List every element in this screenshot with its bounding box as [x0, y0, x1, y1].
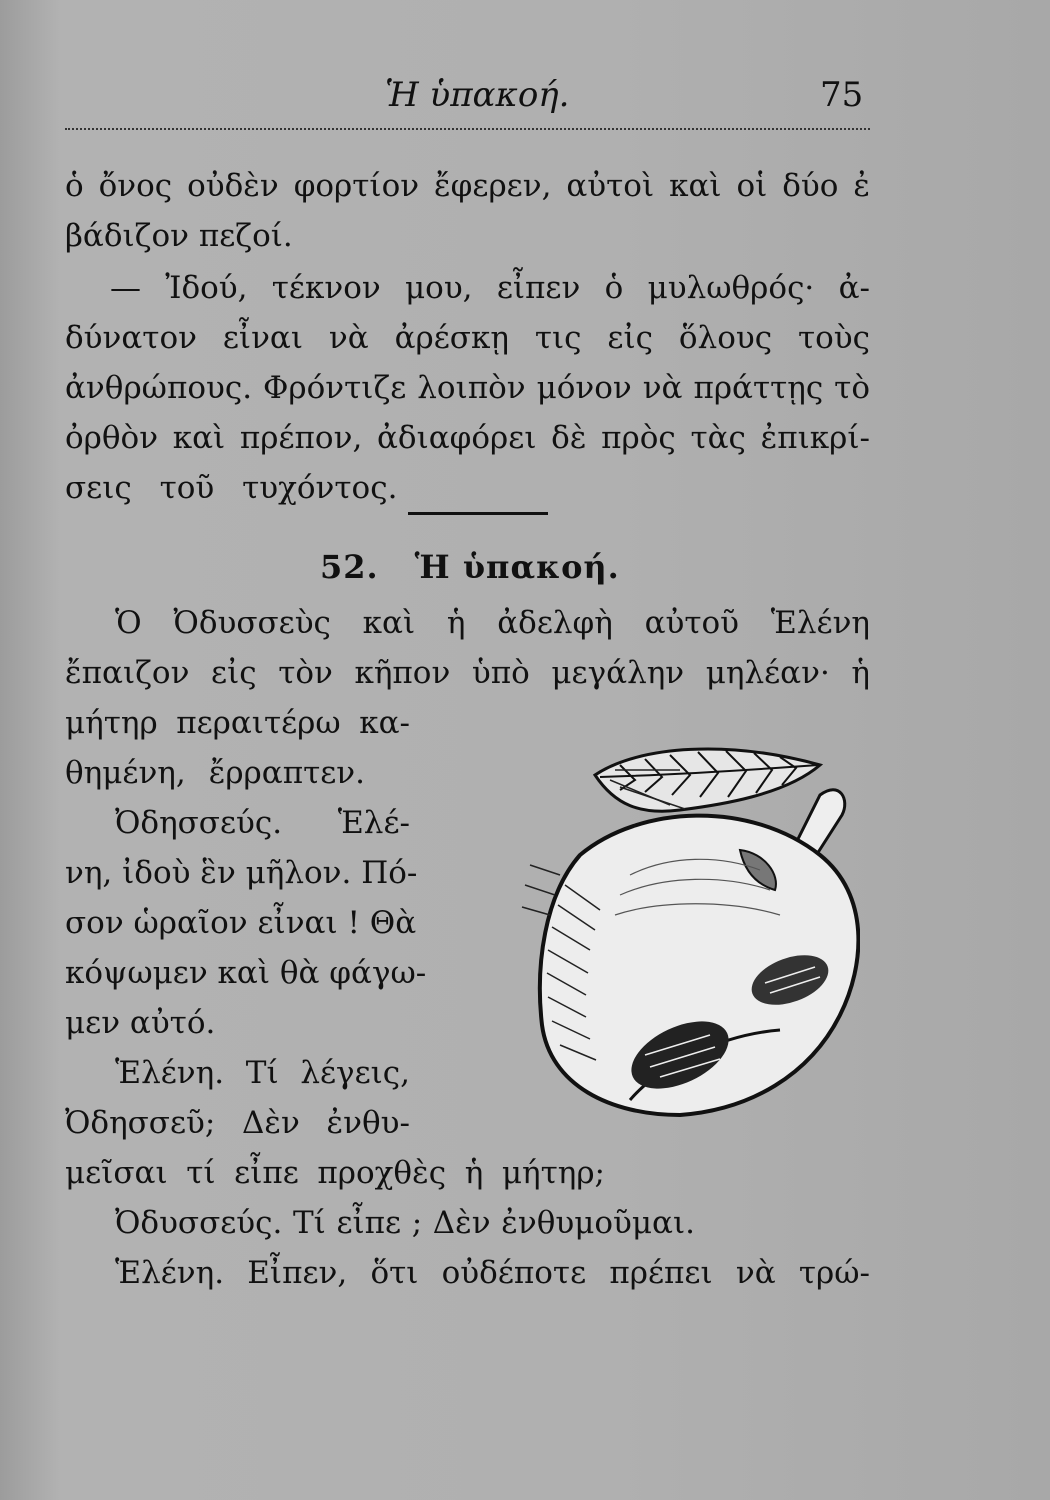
text-line: σον ὡραῖον εἶναι ! Θὰ	[65, 905, 417, 941]
text-line: ὀρθὸν καὶ πρέπον, ἀδιαφόρει δὲ πρὸς τὰς ἐπικρί-	[65, 420, 870, 456]
text-line: Ὀδησσεύς. Ἑλέ-	[115, 805, 410, 841]
apple-illustration-icon	[520, 735, 860, 1125]
text-line: ὁ ὄνος οὐδὲν φορτίον ἔφερεν, αὐτοὶ καὶ οἱ δύο ἐ	[65, 168, 870, 204]
section-divider	[408, 512, 548, 515]
text-line: μεν αὐτό.	[65, 1005, 216, 1041]
text-line: Ὁ Ὀδυσσεὺς καὶ ἡ ἀδελφὴ αὐτοῦ Ἑλένη	[115, 605, 870, 641]
text-line: Ἑλένη. Τί λέγεις,	[115, 1055, 410, 1091]
text-line: δύνατον εἶναι νὰ ἀρέσκῃ τις εἰς ὅλους τοὺς	[65, 320, 870, 356]
section-number: 52.	[320, 548, 379, 586]
text-line: κόψωμεν καὶ θὰ φάγω-	[65, 955, 427, 991]
text-line: σεις τοῦ τυχόντος.	[65, 470, 398, 506]
text-line: Ὀδησσεῦ; Δὲν ἐνθυ-	[65, 1105, 410, 1141]
text-line: νη, ἰδοὺ ἓν μῆλον. Πό-	[65, 855, 418, 891]
section-heading	[320, 548, 650, 586]
text-line: βάδιζον πεζοί.	[65, 218, 293, 254]
text-line: μήτηρ περαιτέρω κα-	[65, 705, 410, 741]
text-line: Ὀδυσσεύς. Τί εἶπε ; Δὲν ἐνθυμοῦμαι.	[115, 1205, 695, 1241]
text-line: Ἑλένη. Εἶπεν, ὅτι οὐδέποτε πρέπει νὰ τρώ-	[115, 1255, 870, 1291]
leaf-icon	[595, 749, 820, 811]
text-line: — Ἰδού, τέκνον μου, εἶπεν ὁ μυλωθρός· ἀ-	[110, 270, 870, 306]
text-line: ἀνθρώπους. Φρόντιζε λοιπὸν μόνον νὰ πράττῃς τὸ	[65, 370, 870, 406]
text-line: μεῖσαι τί εἶπε προχθὲς ἡ μήτηρ;	[65, 1155, 605, 1191]
page-number: 75	[820, 75, 864, 115]
running-header-title: Ἡ ὑπακοή.	[385, 75, 570, 115]
text-line: ἔπαιζον εἰς τὸν κῆπον ὑπὸ μεγάλην μηλέαν· ἡ	[65, 655, 870, 691]
header-divider	[65, 128, 870, 130]
text-line: θημένη, ἔρραπτεν.	[65, 755, 365, 791]
section-title: Ἡ ὑπακοή.	[414, 548, 620, 586]
